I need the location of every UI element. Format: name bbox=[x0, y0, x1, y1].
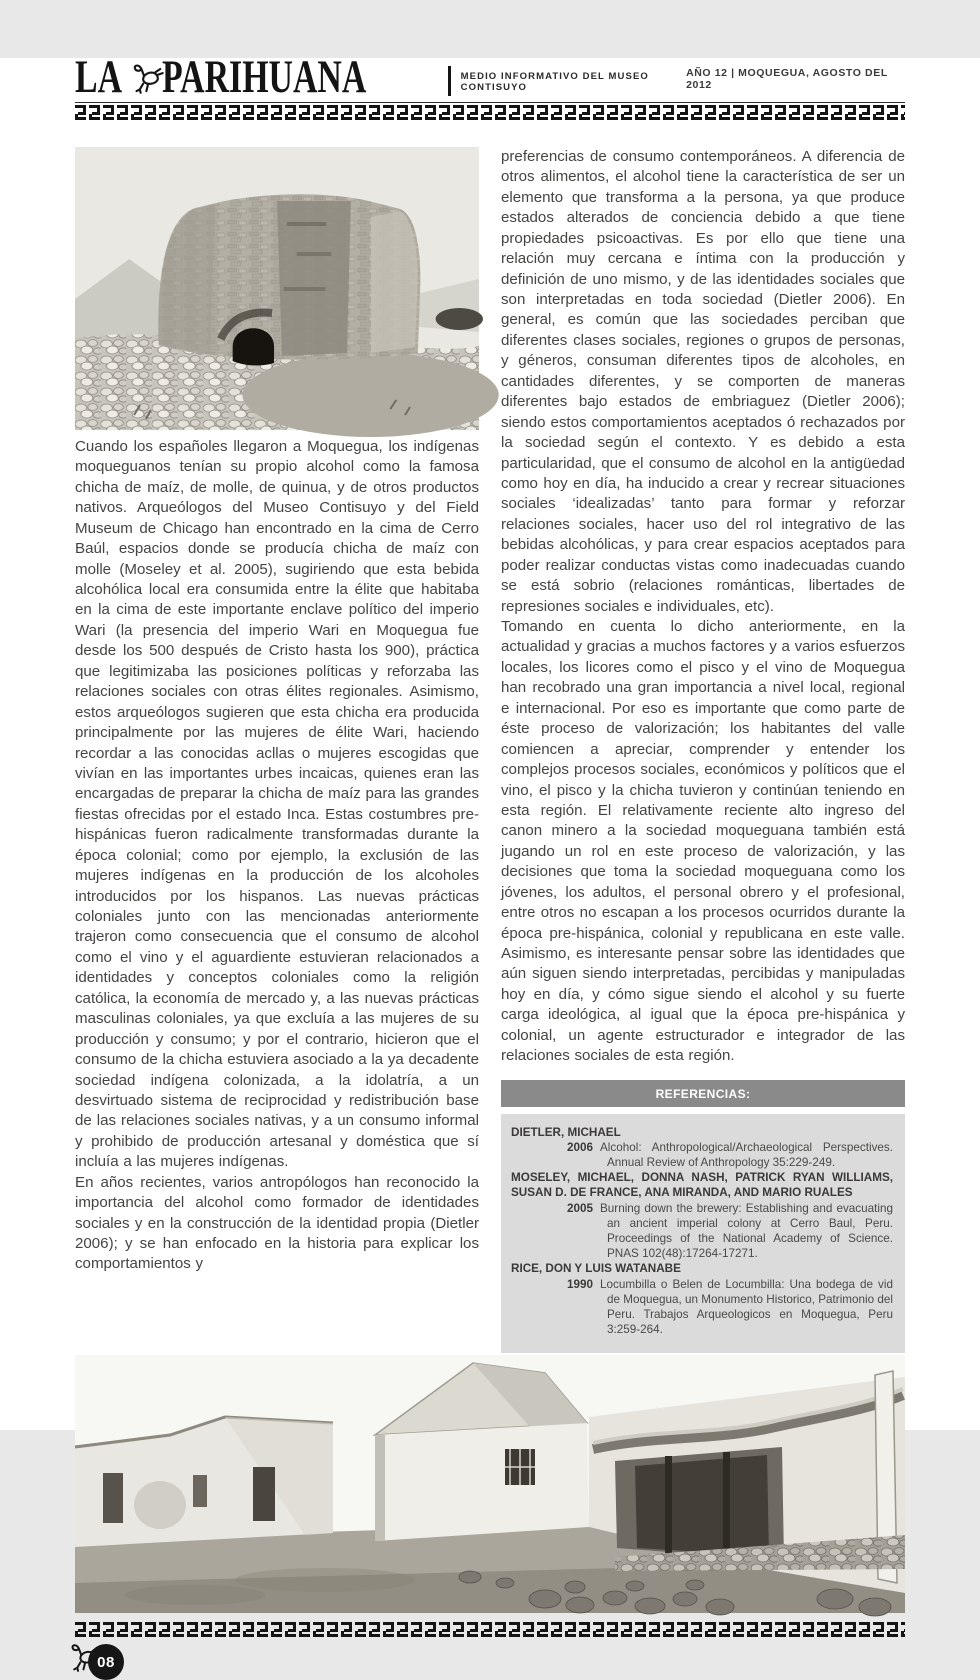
reference-year: 2005 bbox=[567, 1201, 594, 1215]
reference-text: Burning down the brewery: Establishing and evacuating an ancient imperial colony at Cerro Baul, Peru. Proceedings of the National Academy of Science. PNAS 102(48):17264-17271. bbox=[600, 1201, 893, 1261]
article-paragraph: Tomando en cuenta lo dicho anteriormente, en la actualidad y gracias a muchos factores y a varios esfuerzos locales, los licores como el pisco y el vino de Moquegua han recobrado una gran importancia a nivel local, regional e internacional. Por eso es importante que como parte de éste proceso de valorización; los habitantes del valle comiencen a apreciar, comprender y entender los complejos procesos sociales, económicos y políticos que el vino, el pisco y la chicha tuvieron y continúan teniendo en esta región. El relativamente reciente alto ingreso del canon minero a la sociedad moqueguana también está jugando un rol en este proceso de valorización, y las decisiones que toma la sociedad moqueguana como los jóvenes, los adultos, el personal obrero y el profesional, entre otros no escapan a los procesos ocurridos durante la época pre-hispánica, colonial y republicana en este valle. Asimismo, es interesante pensar sobre las identidades que aún siguen siendo interpretadas, percibidas y manipuladas hoy en día, y cómo sigue siendo el alcohol y su fuerte carga ideológica, al igual que la época pre-hispánica y colonial, un agente estructurador e integrador de las relaciones sociales de esta región. bbox=[501, 618, 905, 1065]
decorative-fret-band-bottom bbox=[75, 1621, 905, 1638]
article-paragraph: preferencias de consumo contemporáneos. A diferencia de otros alimentos, el alcohol tiene la característica de ser un elemento que transforma a la persona, ya que produce estados alterados de conciencia debido a que tiene propiedades psicoactivas. Es por ello que tiene una relación muy cercana e íntima con la producción y definición de uno mismo, y de las identidades sociales que son interpretadas en toda sociedad (Dietler 2006). En general, es común que las sociedades perciban que diferentes clases sociales, regiones o grupos de personas, y géneros, consuman diferentes tipos de alcoholes, en cantidades diferentes, y se comporten de maneras diferentes bajo estados de embriaguez (Dietler 2006); siendo estos comportamientos aceptados ó rechazados por la sociedad según el contexto. Y es debido a esta particularidad, que el consumo de alcohol en la antigüedad como hoy en día, ha inducido a crear y recrear situaciones sociales ‘idealizadas’ tanto para formar y reforzar relaciones sociales, hacer uso del rol integrativo de las bebidas alcohólicas, y para crear espacios aceptados para poder realizar conductas vistas como inadecuadas cuando se está sobrio (relaciones románticas, libertades de represiones sociales e individuales, etc). bbox=[501, 147, 905, 615]
parihuana-bird-icon bbox=[130, 60, 166, 96]
reference-entry bbox=[511, 1170, 893, 1261]
reference-author: MOSELEY, MICHAEL, DONNA NASH, PATRICK RYAN WILLIAMS, SUSAN D. DE FRANCE, ANA MIRANDA, AND MARIO RUALES bbox=[511, 1171, 893, 1200]
reference-author: RICE, DON Y LUIS WATANABE bbox=[511, 1262, 681, 1276]
decorative-fret-band-top bbox=[75, 104, 905, 121]
reference-author: DIETLER, MICHAEL bbox=[511, 1125, 621, 1139]
article-paragraph: Cuando los españoles llegaron a Moquegua, los indígenas moqueguanos tenían su propio alcohol como la famosa chicha de maíz, de molle, de quinua, y de otros productos nativos. Arqueólogos del Museo Contisuyo y del Field Museum de Chicago han encontrado en la cima de Cerro Baúl, espacios donde se producía chicha de maíz con molle (Moseley et al. 2005), sugiriendo que esta bebida alcohólica local era consumida entre la élite que habitaba en la cima de este importante enclave político del imperio Wari (la presencia del imperio Wari en Moquegua fue desde los 500 después de Cristo hasta los 900), práctica que legitimizaba las posiciones políticas y reforzaba las relaciones sociales con otras élites regionales. Asimismo, estos arqueólogos sugieren que esta chicha era producida principalmente por las mujeres de élite Wari, haciendo recordar a las conocidas acllas o mujeres escogidas que vivían en las importantes urbes incaicas, quienes eran las encargadas de preparar la chicha de maíz para las grandes fiestas ofrecidas por el estado Inca. Estas costumbres pre-hispánicas fueron radicalmente transformadas durante la época colonial; como por ejemplo, la exclusión de las mujeres indígenas en la producción de los alcoholes introducidos por los hispanos. Las nuevas prácticas coloniales junto con las mencionadas anteriormente trajeron como consecuencia que el consumo de alcohol como el vino y el aguardiente estuvieran relacionados a identidades y conceptos coloniales como la religión católica, la economía de mercado y, a las nuevas prácticas masculinas coloniales, ya que excluía a las mujeres de su producción y consumo; y por el contrario, hicieron que el consumo de la chicha estuviera asociado a la ya decadente sociedad indígena colonizada, a la idolatría, a un desvirtuado sistema de reciprocidad y redistribución base de las relaciones sociales nativas, y a un consumo informal y prohibido de producción artesanal y doméstica que sí incluía a las mujeres indígenas. bbox=[75, 437, 479, 1171]
reference-entry bbox=[511, 1125, 893, 1171]
masthead bbox=[75, 51, 905, 103]
reference-body bbox=[511, 1140, 893, 1170]
reference-text: Alcohol: Anthropological/Archaeological Perspectives. Annual Review of Anthropology 35:229-249. bbox=[600, 1140, 893, 1170]
newsletter-tagline: MEDIO INFORMATIVO DEL MUSEO CONTISUYO bbox=[460, 70, 649, 93]
page-number: 08 bbox=[97, 1653, 115, 1671]
logo-separator-bar bbox=[448, 66, 451, 96]
newsletter-page bbox=[0, 51, 980, 1671]
page-footer bbox=[68, 1644, 980, 1680]
newsletter-logo bbox=[75, 51, 686, 103]
references-section bbox=[501, 1080, 905, 1354]
references-block bbox=[501, 1114, 905, 1354]
reference-body bbox=[511, 1277, 893, 1338]
logo-text-la: LA bbox=[75, 51, 123, 103]
references-heading: REFERENCIAS: bbox=[501, 1080, 905, 1107]
article-paragraph: En años recientes, varios antropólogos han reconocido la importancia del alcohol como formador de identidades sociales y en la construcción de la identidad propia (Dietler 2006); y se han enfocado en la historia para explicar los comportamientos y bbox=[75, 1173, 479, 1273]
issue-info: AÑO 12 | MOQUEGUA, AGOSTO DEL 2012 bbox=[686, 66, 888, 91]
reference-text: Locumbilla o Belen de Locumbilla: Una bodega de vid de Moquegua, un Monumento Historico, Patrimonio del Peru. Trabajos Arqueologicos en Moquegua, Peru 3:259-264. bbox=[600, 1277, 893, 1337]
ruins-photo bbox=[75, 147, 479, 430]
left-column bbox=[75, 147, 479, 1354]
logo-text-parihuana: PARIHUANA bbox=[162, 51, 367, 103]
right-column bbox=[501, 147, 905, 1354]
reference-year: 1990 bbox=[567, 1277, 594, 1291]
reference-year: 2006 bbox=[567, 1140, 594, 1154]
reference-body bbox=[511, 1201, 893, 1262]
reference-entry bbox=[511, 1261, 893, 1337]
parihuana-bird-icon bbox=[68, 1640, 102, 1674]
bodega-photo bbox=[75, 1355, 905, 1613]
